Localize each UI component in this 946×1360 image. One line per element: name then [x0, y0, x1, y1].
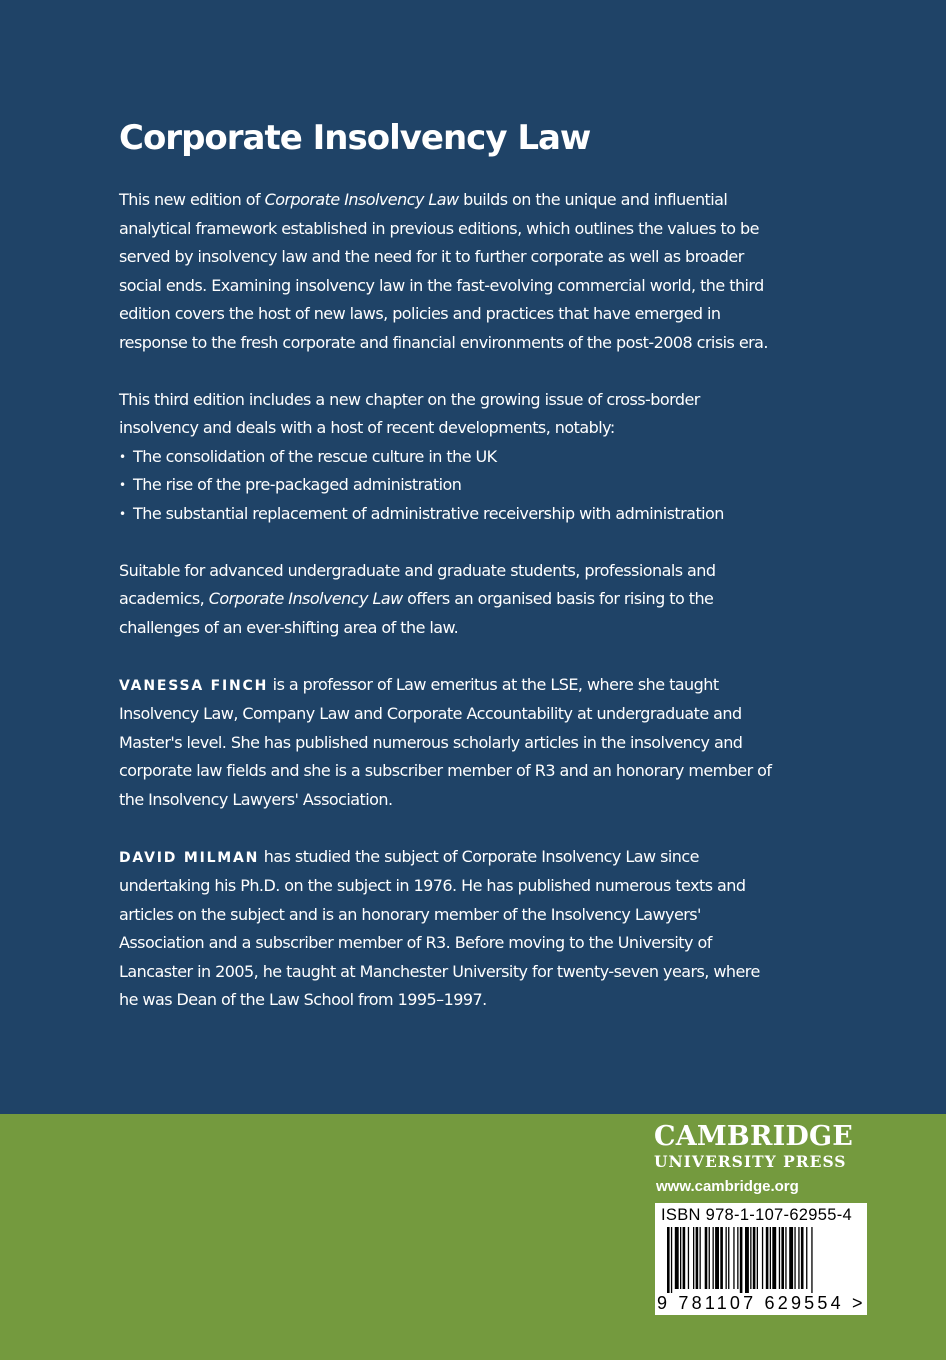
list-item: • The consolidation of the rescue culture in the UK [119, 443, 779, 472]
audience-paragraph: Suitable for advanced undergraduate and graduate students, professionals and academics, Corporate Insolvency Law offers an organised basis for rising to the challenges of an ever-shifting area of the law. [119, 560, 716, 637]
book-title-inline: Corporate Insolvency Law [208, 589, 403, 608]
author-name: DAVID MILMAN [119, 849, 260, 866]
publisher-logo [654, 1121, 870, 1197]
book-title: Corporate Insolvency Law [119, 118, 591, 158]
developments-list [119, 443, 779, 529]
blurb-content [119, 112, 779, 1043]
publisher-name: CAMBRIDGE [654, 1121, 854, 1152]
publisher-subtitle: UNIVERSITY PRESS [654, 1152, 847, 1171]
author-name: VANESSA FINCH [119, 677, 269, 694]
book-title-inline: Corporate Insolvency Law [264, 190, 459, 209]
list-item: • The substantial replacement of administrative receivership with administration [119, 500, 779, 529]
edition-paragraph: This third edition includes a new chapter on the growing issue of cross-border insolvency and deals with a host of recent developments, notably: [119, 389, 700, 437]
barcode-bars-icon [667, 1227, 859, 1293]
publisher-url: www.cambridge.org [656, 1178, 799, 1195]
author-bio-milman: DAVID MILMAN has studied the subject of Corporate Insolvency Law since undertaking his Ph.D. on the subject in 1976. He has published numerous texts and articles on the subject and is an honorary member of the Insolvency Lawyers' Association and a subscriber member of R3. Before moving to the University of Lancaster in 2005, he taught at Manchester University for twenty-seven years, where he was Dean of the Law School from 1995–1997. [119, 846, 760, 1009]
list-item: • The rise of the pre-packaged administration [119, 471, 779, 500]
barcode-digits: 9 781107 629554 > [657, 1293, 866, 1313]
barcode [655, 1203, 867, 1315]
author-bio-finch: VANESSA FINCH is a professor of Law emeritus at the LSE, where she taught Insolvency Law, Company Law and Corporate Accountability at undergraduate and Master's level. She has published numerous scholarly articles in the insolvency and corporate law fields and she is a subscriber member of R3 and an honorary member of the Insolvency Lawyers' Association. [119, 674, 772, 809]
intro-paragraph: This new edition of Corporate Insolvency Law builds on the unique and influential analytical framework established in previous editions, which outlines the values to be served by insolvency law and the need for it to further corporate as well as broader social ends. Examining insolvency law in the fast-evolving commercial world, the third edition covers the host of new laws, policies and practices that have emerged in response to the fresh corporate and financial environments of the post-2008 crisis era. [119, 190, 768, 352]
isbn-label: ISBN 978-1-107-62955-4 [661, 1206, 852, 1224]
